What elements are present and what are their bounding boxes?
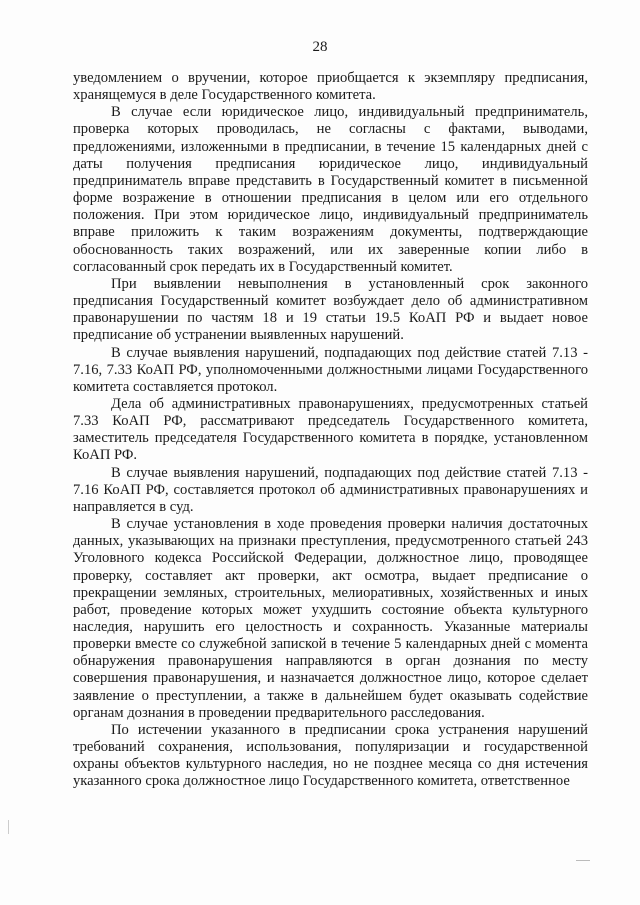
paragraph-noncompliance: При выявлении невыполнения в установленный срок законного предписания Государственный комитет возбуждает дело об административном правонарушении по частям 18 и 19 статьи 19.5 КоАП РФ и выдает новое предписание об устранении выявленных нарушений.	[73, 275, 588, 344]
paragraph-deadline: По истечении указанного в предписании срока устранения нарушений требований сохранения, использования, популяризации и государственной охраны объектов культурного наследия, но не позднее месяца со дня истечения указанного срока должностное лицо Государственного комитета, ответственное	[73, 721, 588, 790]
page-number: 28	[312, 39, 328, 55]
scan-artifact	[576, 860, 590, 861]
document-body	[73, 70, 588, 791]
paragraph-cases: Дела об административных правонарушениях, предусмотренных статьей 7.33 КоАП РФ, рассматривают председатель Государственного комитета, заместитель председателя Государственного комитета в порядке, установленном КоАП РФ.	[73, 395, 588, 464]
paragraph-protocol: В случае выявления нарушений, подпадающих под действие статей 7.13 - 7.16, 7.33 КоАП РФ, уполномоченными должностными лицами Государственного комитета составляется протокол.	[73, 344, 588, 395]
paragraph-continuation: уведомлением о вручении, которое приобщается к экземпляру предписания, хранящемуся в деле Государственного комитета.	[73, 70, 588, 104]
paragraph-crime: В случае установления в ходе проведения проверки наличия достаточных данных, указывающих на признаки преступления, предусмотренного статьей 243 Уголовного кодекса Российской Федерации, должностное лицо, проводящее проверку, составляет акт проверки, акт осмотра, выдает предписание о прекращении земляных, строительных, мелиоративных, хозяйственных и иных работ, проведение которых может ухудшить состояние объекта культурного наследия, нарушить его целостность и сохранность. Указанные материалы проверки вместе со служебной запиской в течение 5 календарных дней с момента обнаружения правонарушения направляются в орган дознания по месту совершения правонарушения, и назначается должностное лицо, которое сделает заявление о преступлении, а также в дальнейшем будет оказывать содействие органам дознания в проведении предварительного расследования.	[73, 516, 588, 721]
scan-artifact-left	[8, 820, 9, 834]
paragraph-objection: В случае если юридическое лицо, индивидуальный предприниматель, проверка которых проводилась, не согласны с фактами, выводами, предложениями, изложенными в предписании, в течение 15 календарных дней с даты получения предписания юридическое лицо, индивидуальный предприниматель вправе представить в Государственный комитет в письменной форме возражение в отношении предписания в целом или его отдельного положения. При этом юридическое лицо, индивидуальный предприниматель вправе приложить к таким возражениям документы, подтверждающие обоснованность таких возражений, или их заверенные копии либо в согласованный срок передать их в Государственный комитет.	[73, 104, 588, 275]
paragraph-court: В случае выявления нарушений, подпадающих под действие статей 7.13 - 7.16 КоАП РФ, составляется протокол об административных правонарушениях и направляется в суд.	[73, 464, 588, 515]
